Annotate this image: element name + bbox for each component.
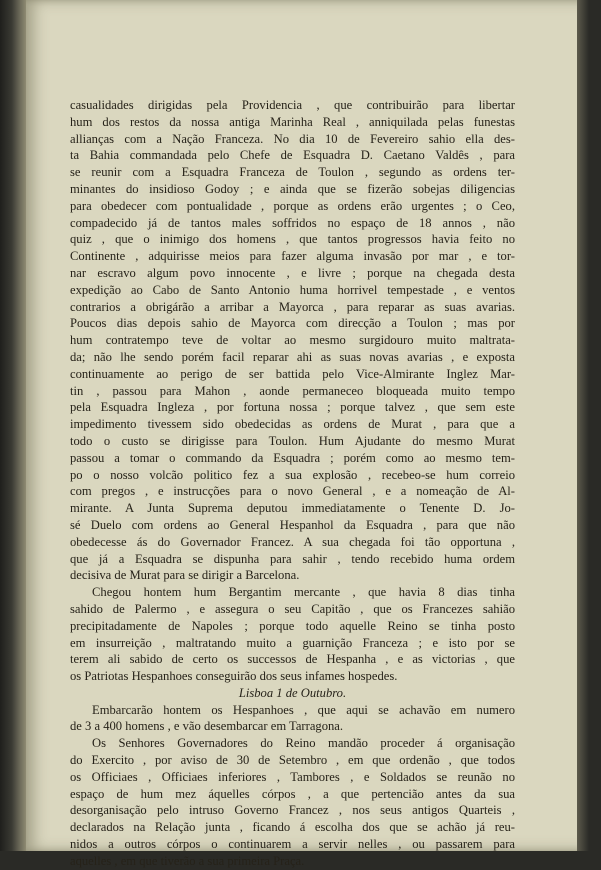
scan-border-left [0, 0, 26, 851]
text-line: Poucos dias depois sahio de Mayorca com direcção a Toulon ; mas por [70, 316, 515, 331]
text-line: minantes do insidioso Godoy ; e ainda que se fizerão sobejas diligencias [70, 181, 515, 196]
text-line: da; não lhe sendo porém facil reparar ahi as suas novas avarias , e exposta [70, 349, 515, 364]
text-line: quiz , que o inimigo dos homens , que tantos progressos havia feito no [70, 232, 515, 247]
text-line: de 3 a 400 homens , e vão desembarcar em Tarragona. [70, 719, 344, 734]
text-line: Os Senhores Governadores do Reino mandão proceder á organisação [92, 736, 515, 751]
text-line: casualidades dirigidas pela Providencia , que contribuirão para libertar [70, 98, 515, 112]
text-line: ta Bahia commandada pelo Chefe de Esquadra D. Caetano Valdês , para [70, 148, 515, 163]
text-line: po o nosso volcão politico fez a sua explosão , recebeo-se hum correio [70, 467, 515, 482]
text-line: nidos a outros córpos o continuarem a servir nelles , ou passarem para [70, 837, 515, 852]
text-line: desorganisação pelo intruso Governo Francez , nos seus antigos Quarteis , [70, 803, 515, 818]
text-line: hum contratempo teve de voltar ao mesmo surgidouro muito maltrata- [70, 333, 515, 348]
text-line: impedimento tivessem sido obedecidas as ordens de Murat , para que a [70, 417, 515, 432]
text-line: passou a tomar o commando da Esquadra ; porém como ao mesmo tem- [70, 450, 515, 465]
text-line: do Exercito , por aviso de 30 de Setembro , em que ordenão , que todos [70, 753, 515, 768]
text-line: pela Esquadra Ingleza , por fortuna nossa ; porque talvez , que sem este [70, 400, 515, 415]
text-line: sé Duelo com ordens ao General Hespanhol da Esquadra , para que não [70, 517, 515, 532]
text-line: expedição ao Cabo de Santo Antonio huma horrivel tempestade , e ventos [70, 282, 515, 297]
dateline: Lisboa 1 de Outubro. [238, 685, 347, 700]
text-line: Continente , adquirisse meios para fazer alguma invasão por mar , e tor- [70, 249, 515, 264]
text-line: allianças com a Nação Franceza. No dia 10 de Fevereiro sahio ella des- [70, 131, 515, 146]
scan-border-right [577, 0, 589, 851]
text-line: em insurreição , maltratando muito a guarnição Franceza ; e isto por se [70, 635, 515, 650]
text-line: contrarios a obrigárão a arribar a Mayorca , para reparar as suas avarias. [70, 299, 515, 314]
text-line: os Patriotas Hespanhoes conseguirão dos seus infames hospedes. [70, 669, 398, 684]
text-line: continuamente ao perigo de ser battida pelo Vice-Almirante Inglez Mar- [70, 366, 515, 381]
text-line: os Officiaes , Officiaes inferiores , Tambores , e Soldados se reunão no [70, 769, 515, 784]
text-line: decisiva de Murat para se dirigir a Barcelona. [70, 568, 300, 583]
text-line: Embarcarão hontem os Hespanhoes , que aqui se achavão em numero [92, 702, 515, 717]
text-line: declarados na Relação junta , ficando á escolha dos que se achão já reu- [70, 820, 515, 835]
text-line: precipitadamente de Napoles ; porque todo aquelle Reino se tinha posto [70, 618, 515, 633]
text-line: espaço de hum mez áquelles córpos , a que pertencião antes da sua [70, 786, 515, 801]
text-line: tin , passou para Mahon , aonde permaneceo bloqueada muito tempo [70, 383, 515, 398]
text-line: sahido de Palermo , e assegura o seu Capitão , que os Francezes sahião [70, 601, 515, 616]
document-body [70, 97, 515, 870]
text-line: com pregos , e instrucções para o novo General , e a nomeação de Al- [70, 484, 515, 499]
text-line: que já a Esquadra se dispunha para sahir , tendo recebido huma ordem [70, 551, 515, 566]
text-line: nar escravo algum povo innocente , e livre ; porque na chegada desta [70, 265, 515, 280]
text-line: para obedecer com pontualidade , porque as ordens erão urgentes ; o Ceo, [70, 198, 515, 213]
text-line: Chegou hontem hum Bergantim mercante , que havia 8 dias tinha [92, 585, 515, 600]
text-line: se reunir com a Esquadra Franceza de Toulon , segundo as ordens ter- [70, 165, 515, 180]
text-line: terem ali sabido de certo os successos de Hespanha , e as victorias , que [70, 652, 515, 667]
text-line: compadecido já de tantos males soffridos no espaço de 18 annos , não [70, 215, 515, 230]
text-line: hum dos restos da nossa antiga Marinha Real , anniquilada pelas funestas [70, 114, 515, 129]
text-line: todo o custo se dirigisse para Toulon. Hum Ajudante do mesmo Murat [70, 433, 515, 448]
text-line: mirante. A Junta Suprema deputou immediatamente o Tenente D. Jo- [70, 501, 515, 516]
text-line: aquelles , em que tiverão a sua primeira Praça. [70, 853, 305, 868]
text-line: obedecesse ás do Governador Francez. A sua chegada foi tão opportuna , [70, 534, 515, 549]
